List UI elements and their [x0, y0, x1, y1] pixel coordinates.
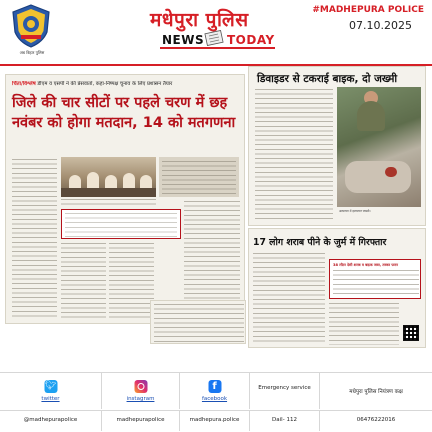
instagram-handle[interactable]: madhepurapolice — [116, 417, 165, 423]
clipping-election — [5, 74, 245, 324]
facebook-handle-cell — [180, 411, 250, 431]
twitter-cell[interactable] — [0, 373, 102, 409]
text-column — [255, 89, 333, 219]
footer-top-row — [0, 373, 432, 409]
photo-caption: अस्पताल में इलाजरत जख्मी। — [339, 209, 371, 213]
text-column — [12, 159, 57, 319]
text-column — [61, 243, 106, 321]
footer-bottom-row — [0, 411, 432, 431]
instagram-cell[interactable] — [102, 373, 180, 409]
accident-photo — [337, 87, 421, 207]
newspaper-clippings — [0, 66, 432, 368]
twitter-icon[interactable]: 🐦︎ — [44, 381, 57, 391]
twitter-handle[interactable]: @madhepurapolice — [23, 417, 78, 423]
emergency-number[interactable]: Dail- 112 — [272, 417, 297, 423]
liquor-seizure-box — [329, 259, 421, 299]
qr-code-icon — [403, 325, 419, 341]
instagram-handle-cell — [102, 411, 180, 431]
brand-news-word: NEWS — [162, 33, 205, 47]
hashtag: #MADHEPURA POLICE — [312, 5, 424, 15]
boxed-note — [61, 209, 181, 239]
bihar-police-badge-icon — [10, 4, 52, 48]
text-column — [329, 303, 399, 345]
election-headline: जिले की चार सीटों पर पहले चरण में छह नवंबर को होगा मतदान, 14 को मतगणना — [12, 95, 236, 131]
brand-underline — [160, 47, 275, 49]
control-room-number[interactable]: 06476222016 — [356, 417, 396, 423]
clipping-accident — [248, 66, 426, 226]
liquor-arrest-headline: 17 लोग शराब पीने के जुर्म में गिरफ्तार — [253, 237, 387, 248]
kicker-city: चिंता/विश्लेष — [12, 81, 36, 87]
post-date: 07.10.2025 — [349, 19, 412, 32]
clipping-small-notice — [150, 300, 246, 344]
emergency-number-cell — [250, 411, 320, 431]
text-column — [61, 199, 156, 207]
facebook-cell[interactable] — [180, 373, 250, 409]
facebook-handle[interactable]: madhepura.police — [189, 417, 240, 423]
control-room-label: मधेपुरा पुलिस नियंत्रण कक्ष — [349, 389, 403, 395]
text-column — [253, 253, 325, 345]
kicker-text: डीएम व एसपी ने की प्रेसवार्ता, कहा-निष्पक्ष चुनाव के लिए प्रशासन तैयार — [37, 81, 173, 87]
emergency-cell — [250, 373, 320, 409]
twitter-handle-cell — [0, 411, 102, 431]
facebook-icon[interactable]: f — [208, 380, 221, 393]
newspaper-icon — [204, 30, 226, 46]
side-story — [159, 157, 239, 197]
contact-footer — [0, 372, 432, 432]
instagram-link[interactable]: instagram — [126, 396, 155, 402]
brand-title: मधेपुरा पुलिस — [150, 9, 249, 31]
page-header — [0, 0, 432, 62]
press-meeting-photo — [61, 157, 156, 197]
instagram-icon[interactable] — [134, 380, 147, 393]
emergency-label: Emergency service — [258, 385, 311, 391]
twitter-link[interactable]: twitter — [41, 396, 60, 402]
logo-caption: अब बिहार पुलिस — [19, 50, 45, 55]
text-column — [109, 243, 154, 321]
control-room-cell — [320, 373, 432, 409]
control-room-number-cell — [320, 411, 432, 431]
clipping-liquor-arrest — [248, 228, 426, 348]
facebook-link[interactable]: facebook — [201, 396, 228, 402]
brand-today-word: TODAY — [227, 33, 275, 47]
liquor-box-title: 38 लीटर देसी शराब व बाइक जब्त, तस्कर फरार — [333, 263, 398, 267]
accident-headline: डिवाइडर से टकराई बाइक, दो जख्मी — [257, 73, 398, 85]
clipping-kicker — [12, 81, 242, 88]
